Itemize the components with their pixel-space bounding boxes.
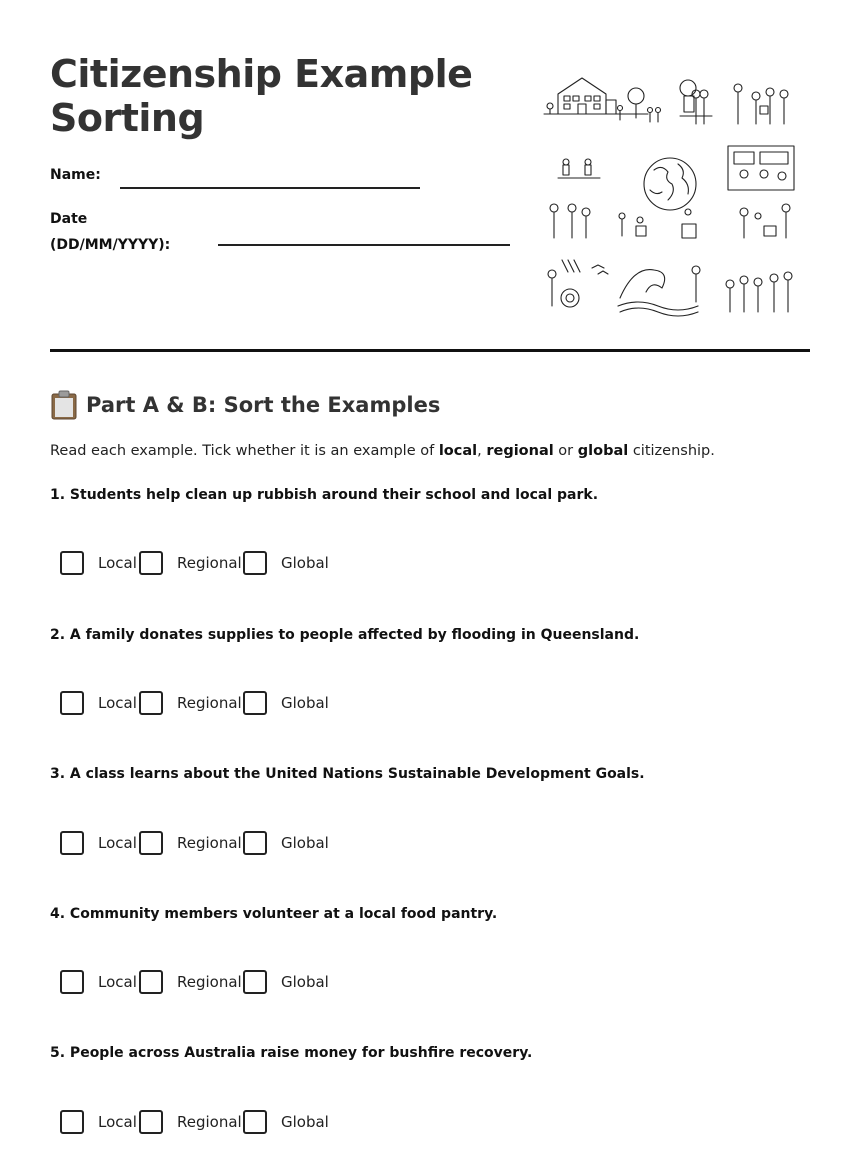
global-checkbox[interactable] xyxy=(243,831,267,855)
global-label: Global xyxy=(281,554,329,572)
regional-checkbox[interactable] xyxy=(139,831,163,855)
classroom-icon xyxy=(728,146,794,190)
park-people-icon xyxy=(618,88,661,122)
citizenship-illustration xyxy=(538,66,800,318)
students-icon xyxy=(558,159,600,178)
school-icon xyxy=(544,78,648,114)
local-checkbox[interactable] xyxy=(60,1110,84,1134)
local-checkbox[interactable] xyxy=(60,691,84,715)
regional-checkbox[interactable] xyxy=(139,551,163,575)
regional-checkbox[interactable] xyxy=(139,1110,163,1134)
regional-label: Regional xyxy=(177,834,242,852)
local-label: Local xyxy=(98,554,137,572)
local-label: Local xyxy=(98,973,137,991)
name-label: Name: xyxy=(50,167,101,183)
page-title: Citizenship Example Sorting xyxy=(50,52,473,140)
regional-label: Regional xyxy=(177,973,242,991)
section-heading-text: Part A & B: Sort the Examples xyxy=(86,393,441,417)
global-label: Global xyxy=(281,834,329,852)
local-checkbox[interactable] xyxy=(60,551,84,575)
family-icon xyxy=(680,80,712,124)
local-label: Local xyxy=(98,1113,137,1131)
local-checkbox[interactable] xyxy=(60,831,84,855)
date-field[interactable] xyxy=(218,244,510,246)
global-checkbox[interactable] xyxy=(243,691,267,715)
section-heading xyxy=(50,388,440,422)
clipboard-icon xyxy=(50,390,78,420)
food-pantry-icon xyxy=(550,204,790,238)
header-divider xyxy=(50,349,810,352)
storm-icon xyxy=(548,260,608,307)
regional-checkbox[interactable] xyxy=(139,970,163,994)
global-label: Global xyxy=(281,1113,329,1131)
question-5-text: 5. People across Australia raise money for bushfire recovery. xyxy=(50,1045,533,1061)
global-checkbox[interactable] xyxy=(243,551,267,575)
globe-icon xyxy=(644,158,696,210)
regional-label: Regional xyxy=(177,1113,242,1131)
local-checkbox[interactable] xyxy=(60,970,84,994)
instructions: Read each example. Tick whether it is an example of local, regional or global citizenship. xyxy=(50,443,715,459)
global-checkbox[interactable] xyxy=(243,970,267,994)
global-label: Global xyxy=(281,973,329,991)
question-3-text: 3. A class learns about the United Nations Sustainable Development Goals. xyxy=(50,766,645,782)
regional-label: Regional xyxy=(177,554,242,572)
local-label: Local xyxy=(98,694,137,712)
fundraising-icon xyxy=(726,272,792,312)
question-4-text: 4. Community members volunteer at a local food pantry. xyxy=(50,906,498,922)
regional-checkbox[interactable] xyxy=(139,691,163,715)
question-2-text: 2. A family donates supplies to people affected by flooding in Queensland. xyxy=(50,627,640,643)
question-1-text: 1. Students help clean up rubbish around their school and local park. xyxy=(50,487,599,503)
global-label: Global xyxy=(281,694,329,712)
volunteers-icon xyxy=(734,84,788,124)
name-field[interactable] xyxy=(120,187,420,189)
date-label-line1: Date xyxy=(50,211,88,227)
regional-label: Regional xyxy=(177,694,242,712)
global-checkbox[interactable] xyxy=(243,1110,267,1134)
flood-wave-icon xyxy=(618,266,700,316)
date-label-line2: (DD/MM/YYYY): xyxy=(50,237,171,253)
local-label: Local xyxy=(98,834,137,852)
